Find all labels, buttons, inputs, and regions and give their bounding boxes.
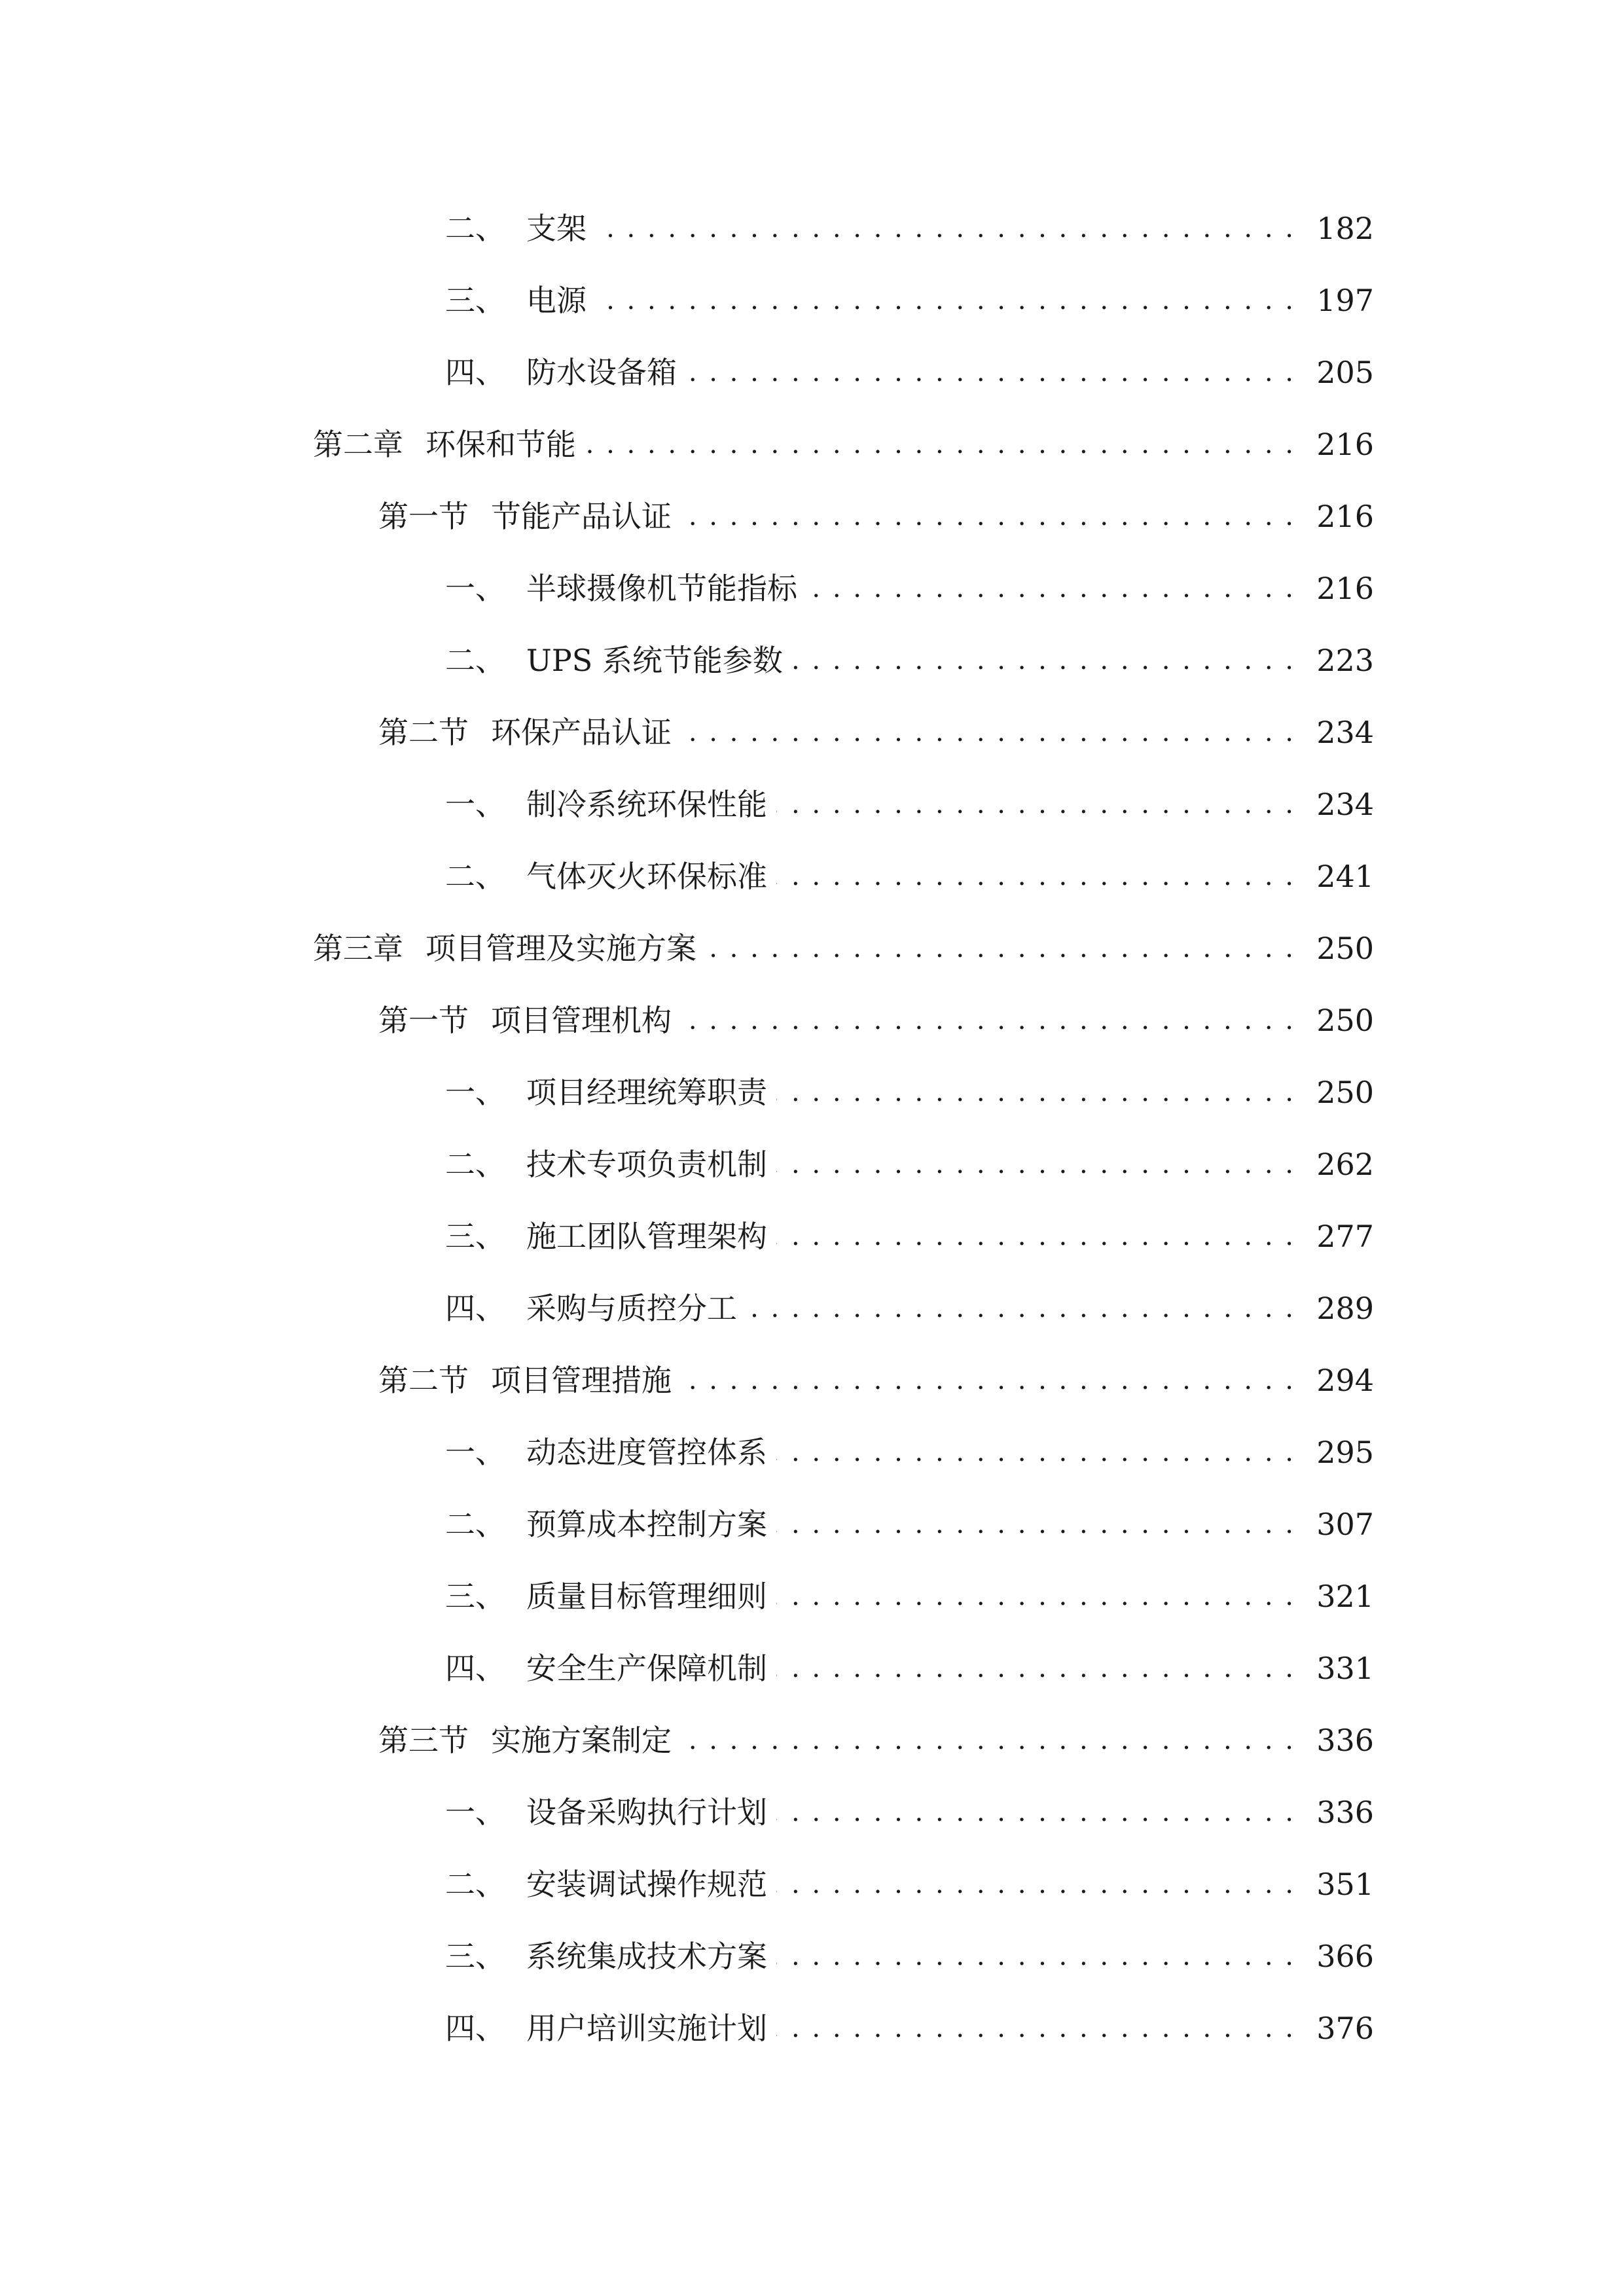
toc-entry-title: 节能产品认证 [491, 499, 672, 534]
dot-leader [706, 933, 1295, 963]
toc-entry-number: 四、 [445, 355, 505, 390]
toc-entry-page: 376 [1316, 2011, 1374, 2046]
toc-entry-title: UPS 系统节能参数 [526, 643, 783, 678]
toc-entry-page: 234 [1316, 787, 1374, 822]
toc-entry-number: 第二节 [378, 1363, 469, 1398]
dot-leader [686, 357, 1295, 387]
toc-entry-number: 一、 [445, 1795, 505, 1830]
toc-entry-title: 质量目标管理细则 [526, 1579, 767, 1614]
toc-entry-page: 295 [1316, 1435, 1374, 1470]
toc-entry[interactable] [0, 1056, 1624, 1128]
toc-entry-page: 182 [1316, 211, 1374, 246]
toc-entry-title: 防水设备箱 [526, 355, 677, 390]
toc-entry-title: 半球摄像机节能指标 [526, 571, 797, 606]
toc-entry-page: 307 [1316, 1507, 1374, 1542]
dot-leader [596, 285, 1295, 315]
toc-entry-page: 250 [1316, 1075, 1374, 1110]
toc-entry-page: 289 [1316, 1291, 1374, 1326]
toc-entry-title: 支架 [526, 211, 586, 246]
toc-entry-title: 动态进度管控体系 [526, 1435, 767, 1470]
dot-leader [681, 1725, 1295, 1755]
toc-entry-number: 第三章 [313, 931, 403, 966]
toc-entry-title: 制冷系统环保性能 [526, 787, 767, 822]
toc-entry-title: 预算成本控制方案 [526, 1507, 767, 1542]
toc-entry-number: 第二章 [313, 427, 403, 462]
toc-entry-title: 设备采购执行计划 [526, 1795, 767, 1830]
toc-entry-page: 216 [1316, 427, 1374, 462]
table-of-contents [0, 192, 1624, 2064]
toc-entry-number: 二、 [445, 859, 505, 894]
toc-entry[interactable] [0, 1848, 1624, 1920]
toc-entry-title: 采购与质控分工 [526, 1291, 737, 1326]
dot-leader [681, 1365, 1295, 1395]
toc-entry-number: 三、 [445, 283, 505, 318]
toc-entry[interactable] [0, 1776, 1624, 1848]
toc-entry-page: 250 [1316, 1003, 1374, 1038]
toc-entry[interactable] [0, 336, 1624, 408]
dot-leader [792, 645, 1295, 675]
toc-entry-page: 216 [1316, 499, 1374, 534]
toc-entry[interactable] [0, 1560, 1624, 1632]
toc-entry-title: 环保和节能 [425, 427, 576, 462]
dot-leader [681, 501, 1295, 531]
toc-entry-title: 实施方案制定 [491, 1723, 672, 1758]
toc-section-entry[interactable] [0, 480, 1624, 552]
toc-entry-title: 项目管理及实施方案 [425, 931, 696, 966]
dot-leader [776, 1149, 1295, 1179]
dot-leader [776, 1437, 1295, 1467]
toc-entry-page: 250 [1316, 931, 1374, 966]
toc-entry-title: 技术专项负责机制 [526, 1147, 767, 1182]
toc-entry-page: 351 [1316, 1867, 1374, 1902]
toc-entry[interactable] [0, 1992, 1624, 2064]
toc-entry[interactable] [0, 1200, 1624, 1272]
toc-entry-page: 294 [1316, 1363, 1374, 1398]
toc-entry-title: 安装调试操作规范 [526, 1867, 767, 1902]
dot-leader [776, 1653, 1295, 1683]
dot-leader [776, 861, 1295, 891]
toc-entry-title: 项目管理措施 [491, 1363, 672, 1398]
toc-entry-page: 336 [1316, 1795, 1374, 1830]
toc-entry-number: 第一节 [378, 1003, 469, 1038]
toc-entry-number: 第三节 [378, 1723, 469, 1758]
toc-entry-page: 331 [1316, 1651, 1374, 1686]
toc-entry-page: 223 [1316, 643, 1374, 678]
dot-leader [776, 1869, 1295, 1899]
toc-entry-title: 气体灭火环保标准 [526, 859, 767, 894]
toc-entry-number: 三、 [445, 1939, 505, 1974]
dot-leader [776, 789, 1295, 819]
toc-entry-page: 197 [1316, 283, 1374, 318]
dot-leader [681, 1005, 1295, 1035]
toc-entry-number: 二、 [445, 1507, 505, 1542]
dot-leader [681, 717, 1295, 747]
toc-chapter-entry[interactable] [0, 912, 1624, 984]
toc-section-entry[interactable] [0, 1344, 1624, 1416]
toc-entry-page: 336 [1316, 1723, 1374, 1758]
toc-entry-page: 321 [1316, 1579, 1374, 1614]
dot-leader [776, 2013, 1295, 2043]
toc-entry-number: 四、 [445, 1651, 505, 1686]
toc-entry-number: 三、 [445, 1579, 505, 1614]
toc-entry-number: 三、 [445, 1219, 505, 1254]
toc-entry-number: 二、 [445, 643, 505, 678]
toc-entry-title: 电源 [526, 283, 586, 318]
toc-entry-number: 二、 [445, 211, 505, 246]
toc-entry[interactable] [0, 1272, 1624, 1344]
toc-entry-number: 第二节 [378, 715, 469, 750]
toc-entry[interactable] [0, 840, 1624, 912]
toc-section-entry[interactable] [0, 696, 1624, 768]
toc-entry[interactable] [0, 1128, 1624, 1200]
toc-entry[interactable] [0, 624, 1624, 696]
toc-entry-number: 一、 [445, 571, 505, 606]
toc-entry-number: 第一节 [378, 499, 469, 534]
toc-section-entry[interactable] [0, 984, 1624, 1056]
toc-entry-number: 二、 [445, 1867, 505, 1902]
toc-entry[interactable] [0, 552, 1624, 624]
toc-chapter-entry[interactable] [0, 408, 1624, 480]
toc-entry[interactable] [0, 1488, 1624, 1560]
toc-entry-title: 系统集成技术方案 [526, 1939, 767, 1974]
dot-leader [806, 573, 1295, 603]
toc-entry-number: 四、 [445, 2011, 505, 2046]
toc-entry-page: 262 [1316, 1147, 1374, 1182]
dot-leader [596, 213, 1295, 243]
toc-entry-page: 234 [1316, 715, 1374, 750]
toc-entry-number: 四、 [445, 1291, 505, 1326]
toc-entry-page: 241 [1316, 859, 1374, 894]
dot-leader [776, 1221, 1295, 1251]
toc-entry-title: 项目管理机构 [491, 1003, 672, 1038]
toc-entry-page: 366 [1316, 1939, 1374, 1974]
toc-entry-page: 277 [1316, 1219, 1374, 1254]
dot-leader [776, 1509, 1295, 1539]
toc-entry-page: 216 [1316, 571, 1374, 606]
dot-leader [585, 429, 1295, 459]
dot-leader [746, 1293, 1295, 1323]
toc-entry-title: 环保产品认证 [491, 715, 672, 750]
toc-entry-page: 205 [1316, 355, 1374, 390]
toc-entry-title: 项目经理统筹职责 [526, 1075, 767, 1110]
toc-entry[interactable] [0, 768, 1624, 840]
dot-leader [776, 1941, 1295, 1971]
toc-section-entry[interactable] [0, 1704, 1624, 1776]
toc-entry-number: 一、 [445, 787, 505, 822]
toc-entry[interactable] [0, 1920, 1624, 1992]
toc-entry[interactable] [0, 192, 1624, 264]
toc-entry-title: 施工团队管理架构 [526, 1219, 767, 1254]
toc-entry-title: 安全生产保障机制 [526, 1651, 767, 1686]
toc-entry[interactable] [0, 1632, 1624, 1704]
toc-entry-number: 二、 [445, 1147, 505, 1182]
toc-entry[interactable] [0, 264, 1624, 336]
dot-leader [776, 1797, 1295, 1827]
toc-entry[interactable] [0, 1416, 1624, 1488]
toc-entry-number: 一、 [445, 1075, 505, 1110]
toc-entry-title: 用户培训实施计划 [526, 2011, 767, 2046]
dot-leader [776, 1581, 1295, 1611]
toc-entry-number: 一、 [445, 1435, 505, 1470]
dot-leader [776, 1077, 1295, 1107]
